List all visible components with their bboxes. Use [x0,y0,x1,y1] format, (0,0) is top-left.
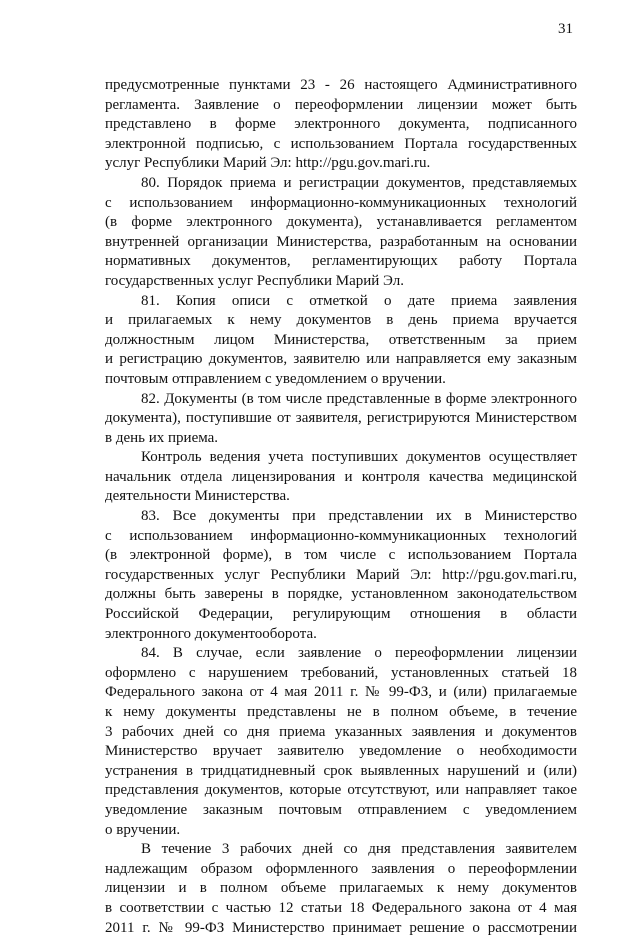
text-line: нормативных документов, регламентирующих работу Портала [105,253,577,270]
text-line: 80. Порядок приема и регистрации документов, представляемых [141,174,577,191]
text-line: должны быть заверены в порядке, установленном законодательством [105,586,577,603]
text-line: уведомление заказным почтовым отправлением с уведомлением [105,801,577,818]
text-line: с использованием информационно-коммуникационных технологий [105,194,577,211]
text-line: предусмотренные пунктами 23 - 26 настоящего Административного [105,77,577,93]
text-line: 83. Все документы при представлении их в Министерство [141,508,577,525]
text-line: внутренней организации Министерства, разработанным на основании [105,233,577,250]
text-line: начальник отдела лицензирования и контроля качества медицинской [105,468,577,485]
text-line: документа), поступившие от заявителя, регистрируются Министерством [105,410,577,427]
text-line: В течение 3 рабочих дней со дня представления заявителем [141,841,577,858]
text-line: Федерального закона от 4 мая 2011 г. № 99-ФЗ, и (или) прилагаемые [105,684,577,701]
text-line: в день их приема. [105,429,219,446]
text-line: в соответствии с частью 12 статьи 18 Федерального закона от 4 мая [105,899,577,916]
text-line: 82. Документы (в том числе представленные в форме электронного [141,390,577,407]
text-line: с использованием информационно-коммуникационных технологий [105,527,577,544]
text-line: Российской Федерации, регулирующим отношения в области [105,606,577,623]
text-line: услуг Республики Марий Эл: http://pgu.gov.mari.ru. [105,155,431,172]
text-line: и регистрацию документов, заявителю или направляется ему заказным [105,351,577,368]
text-line: оформлено с нарушением требований, установленных статьей 18 [105,664,577,681]
text-line: Министерство вручает заявителю уведомление о необходимости [105,743,577,760]
text-line: надлежащим образом оформленного заявления о переоформлении [105,860,577,877]
document-body [105,76,577,938]
text-line: (в электронной форме), в том числе с использованием Портала [105,547,577,564]
text-line: (в форме электронного документа), устанавливается регламентом [105,214,577,231]
page-number: 31 [558,21,573,37]
text-line: регламента. Заявление о переоформлении лицензии может быть [105,96,577,113]
text-line: к нему документы представлены не в полном объеме, в течение [105,704,577,720]
text-line: о вручении. [105,821,181,838]
text-line: 2011 г. № 99-ФЗ Министерство принимает решение о рассмотрении [105,919,577,936]
text-line: должностным лицом Министерства, ответственным за прием [105,331,577,348]
text-line: представления документов, которые отсутствуют, или направляет такое [105,782,577,799]
text-line: 3 рабочих дней со дня приема указанных заявления и документов [105,723,577,740]
text-line: лицензии и в полном объеме прилагаемых к нему документов [105,880,577,897]
text-line: почтовым отправлением с уведомлением о вручении. [105,370,446,387]
text-line: государственных услуг Республики Марий Эл. [105,272,404,289]
text-line: представлено в форме электронного документа, подписанного [105,116,577,133]
text-line: и прилагаемых к нему документов в день приема вручается [105,312,577,329]
text-line: 81. Копия описи с отметкой о дате приема заявления [141,292,577,309]
text-line: устранения в тридцатидневный срок выявленных нарушений и (или) [105,762,577,779]
text-line: 84. В случае, если заявление о переоформлении лицензии [141,645,577,662]
text-line: электронного документооборота. [105,625,317,642]
text-line: Контроль ведения учета поступивших документов осуществляет [141,449,577,466]
text-line: электронной подписью, с использованием Портала государственных [105,135,577,152]
text-line: государственных услуг Республики Марий Эл: http://pgu.gov.mari.ru, [105,566,577,583]
text-line: деятельности Министерства. [105,488,290,505]
